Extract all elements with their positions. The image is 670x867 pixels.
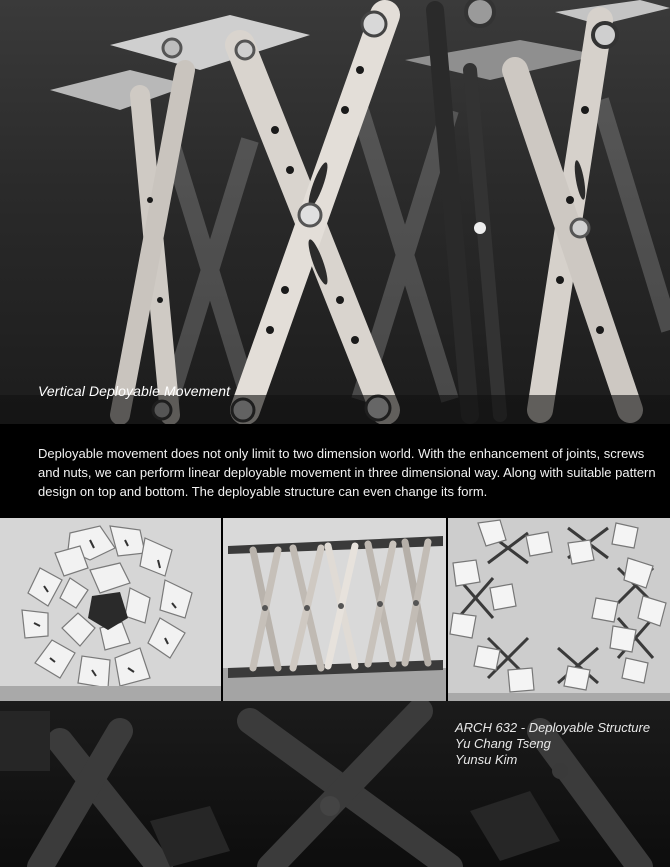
credits-block	[455, 720, 650, 768]
footer-photo	[0, 701, 670, 867]
photo-closed-ring	[0, 518, 221, 701]
hero-photo	[0, 0, 670, 424]
author-name: Yunsu Kim	[455, 752, 518, 767]
author-name: Yu Chang Tseng	[455, 736, 551, 751]
photo-expanded-ring	[448, 518, 670, 701]
description-band	[0, 424, 670, 518]
photo-strip	[0, 518, 670, 701]
description-text: Deployable movement does not only limit to two dimension world. With the enhancement of joints, screws and nuts, we can perform linear deployable movement in three dimensional way. Along with suitable pattern design on top and bottom. The deployable structure can even change its form.	[38, 446, 656, 499]
photo-side-view	[223, 518, 446, 701]
course-title: ARCH 632 - Deployable Structure	[455, 720, 651, 735]
hero-caption: Vertical Deployable Movement	[38, 383, 231, 399]
scissor-structure-illustration	[0, 0, 670, 424]
